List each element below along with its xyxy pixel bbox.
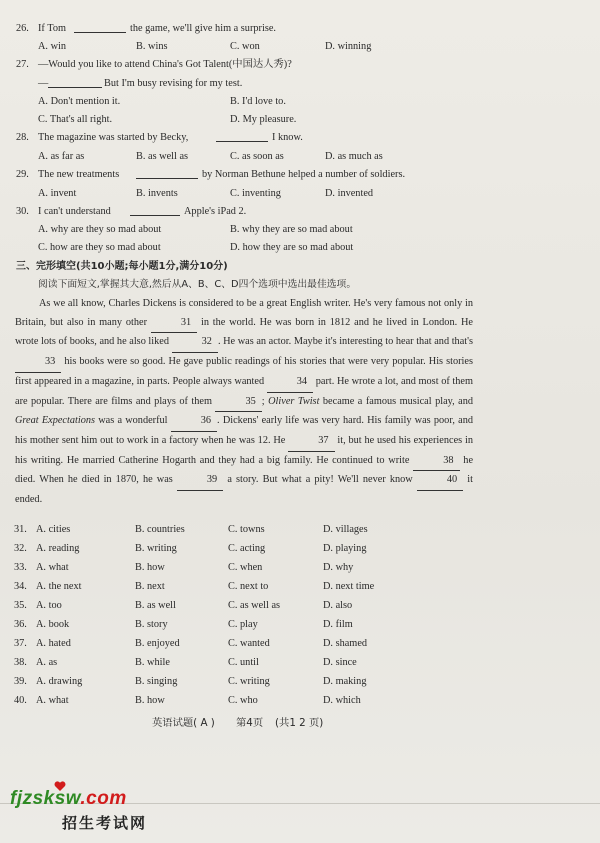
question-number: 31. [14, 524, 27, 535]
footer-page: 第4页 [236, 717, 264, 729]
option: B. next [135, 581, 165, 592]
logo-domain: .com [80, 788, 127, 809]
answer-blank [136, 168, 198, 179]
option: B. how [135, 695, 165, 706]
option: A. Don't mention it. [38, 96, 121, 107]
passage-text: . He was an actor. Maybe it's interesting to hear that and that's [217, 336, 473, 348]
passage-text: ; [261, 395, 265, 407]
question-stem: I know. [272, 132, 303, 143]
blank-40: 40 [417, 471, 463, 491]
logo-subtitle: 招生考试网 [62, 814, 148, 832]
option: A. invent [38, 188, 77, 199]
option: A. book [36, 619, 70, 630]
option: B. why they are so mad about [230, 224, 353, 235]
option: A. what [36, 562, 69, 573]
passage-text: it ended. [15, 474, 473, 506]
option: C. writing [228, 676, 270, 687]
option: B. while [135, 657, 170, 668]
option: C. who [228, 695, 258, 706]
option: B. story [135, 619, 168, 630]
option: C. acting [228, 543, 266, 554]
option: A. as [36, 657, 58, 668]
question-stem: the game, we'll give him a surprise. [130, 23, 276, 34]
option: A. too [36, 600, 62, 611]
passage-text: his books were so good. He gave public readings of his stories that were very popular. His stories first appeared in a magazine, in parts. People always wanted [15, 356, 473, 387]
option: A. the next [36, 581, 82, 592]
passage-text: it, but he used his experiences in his writing. He married Catherine Hogarth and they had a big family. He continued to write [15, 434, 474, 466]
passage-text: became a famous musical play, and [322, 395, 474, 407]
blank-39: 39 [177, 471, 223, 491]
blank-35: 35 [215, 393, 261, 413]
option: A. drawing [36, 676, 83, 687]
option: B. invents [136, 188, 178, 199]
option: B. enjoyed [135, 638, 180, 649]
footer-label: 英语试题( A ) [152, 717, 215, 729]
option: D. next time [323, 581, 375, 592]
option: A. win [38, 41, 67, 52]
option: B. as well [135, 600, 176, 611]
option: C. until [228, 657, 259, 668]
option: C. wanted [228, 638, 270, 649]
answer-blank [48, 77, 102, 88]
option: D. shamed [323, 638, 368, 649]
book-title: Oliver Twist [268, 395, 320, 407]
option: B. wins [136, 41, 168, 52]
question-number: 28. [16, 132, 29, 143]
blank-36: 36 [171, 412, 217, 432]
option: D. villages [323, 524, 368, 535]
question-number: 37. [14, 638, 27, 649]
option: D. which [323, 695, 361, 706]
section-heading: 三、完形填空(共10小题;每小题1分,满分10分) [16, 261, 228, 272]
option: D. playing [323, 543, 367, 554]
question-number: 30. [16, 206, 29, 217]
option: D. why [323, 562, 354, 573]
option: B. writing [135, 543, 177, 554]
site-logo [10, 788, 127, 810]
option: A. reading [36, 543, 80, 554]
option: D. as much as [325, 151, 383, 162]
dialog-dash: — [38, 78, 49, 89]
option: D. My pleasure. [230, 114, 297, 125]
option: C. won [230, 41, 260, 52]
option: C. as soon as [230, 151, 284, 162]
section-instruction: 阅读下面短文,掌握其大意,然后从A、B、C、D四个选项中选出最佳选项。 [38, 279, 357, 290]
question-stem: The magazine was started by Becky, [38, 132, 189, 143]
blank-31: 31 [151, 314, 197, 334]
passage-text: part. He wrote a lot, and most of them are popular. There are films and plays of them [15, 375, 474, 407]
question-number: 27. [16, 59, 29, 70]
question-stem: The new treatments [38, 169, 120, 180]
option: D. invented [325, 188, 374, 199]
question-stem: —Would you like to attend China's Got Talent(中国达人秀)? [38, 59, 292, 70]
blank-32: 32 [172, 333, 218, 353]
passage-text: As we all know, Charles Dickens is considered to be a great English writer. He's very famous not only in Britain, but also in many other [15, 298, 473, 328]
answer-blank [130, 205, 180, 216]
footer-total: (共1 2 页) [275, 717, 324, 729]
question-stem: If Tom [38, 23, 66, 34]
passage-text: he died. When he died in 1870, he was [15, 454, 474, 486]
option: A. why are they so mad about [38, 224, 162, 235]
option: C. when [228, 562, 263, 573]
option: D. winning [325, 41, 372, 52]
option: A. hated [36, 638, 71, 649]
question-number: 29. [16, 169, 29, 180]
option: C. how are they so mad about [38, 242, 161, 253]
question-number: 36. [14, 619, 27, 630]
option: B. countries [135, 524, 185, 535]
question-stem: I can't understand [38, 206, 111, 217]
option: D. since [323, 657, 357, 668]
passage-text: was a wonderful [98, 415, 168, 427]
passage-text: in the world. He was born in 1812 and he lived in London. He wrote lots of books, and he also liked [15, 316, 473, 348]
option: A. cities [36, 524, 71, 535]
option: D. making [323, 676, 367, 687]
blank-34: 34 [267, 373, 313, 393]
option: B. how [135, 562, 165, 573]
option: C. next to [228, 581, 269, 592]
option: C. towns [228, 524, 265, 535]
question-number: 39. [14, 676, 27, 687]
question-stem: by Norman Bethune helped a number of soldiers. [202, 169, 406, 180]
option: B. singing [135, 676, 178, 687]
question-stem: But I'm busy revising for my test. [104, 78, 243, 89]
option: A. what [36, 695, 69, 706]
passage-text: . Dickens' early life was very hard. His family was poor, and his mother sent him out to work in a factory when he was 12. He [15, 415, 473, 446]
question-number: 34. [14, 581, 27, 592]
option: D. also [323, 600, 353, 611]
option: B. as well as [136, 151, 189, 162]
question-number: 33. [14, 562, 27, 573]
question-number: 26. [16, 23, 29, 34]
option: C. play [228, 619, 258, 630]
question-stem: Apple's iPad 2. [184, 206, 247, 217]
logo-text: fjzsksw [10, 788, 81, 809]
question-number: 35. [14, 600, 27, 611]
question-number: 38. [14, 657, 27, 668]
question-number: 32. [14, 543, 27, 554]
question-number: 40. [14, 695, 27, 706]
option: C. as well as [228, 600, 281, 611]
option: D. how they are so mad about [230, 242, 354, 253]
answer-blank [74, 22, 126, 33]
passage-text: a story. But what a pity! We'll never know [227, 474, 413, 486]
answer-blank [216, 131, 268, 142]
option: B. I'd love to. [230, 96, 286, 107]
book-title: Great Expectations [15, 415, 96, 427]
blank-38: 38 [413, 452, 459, 472]
blank-33: 33 [15, 353, 61, 373]
option: C. inventing [230, 188, 281, 199]
blank-37: 37 [288, 432, 334, 452]
option: C. That's all right. [38, 114, 113, 125]
cloze-passage [15, 295, 473, 510]
option: D. film [323, 619, 353, 630]
option: A. as far as [38, 151, 85, 162]
